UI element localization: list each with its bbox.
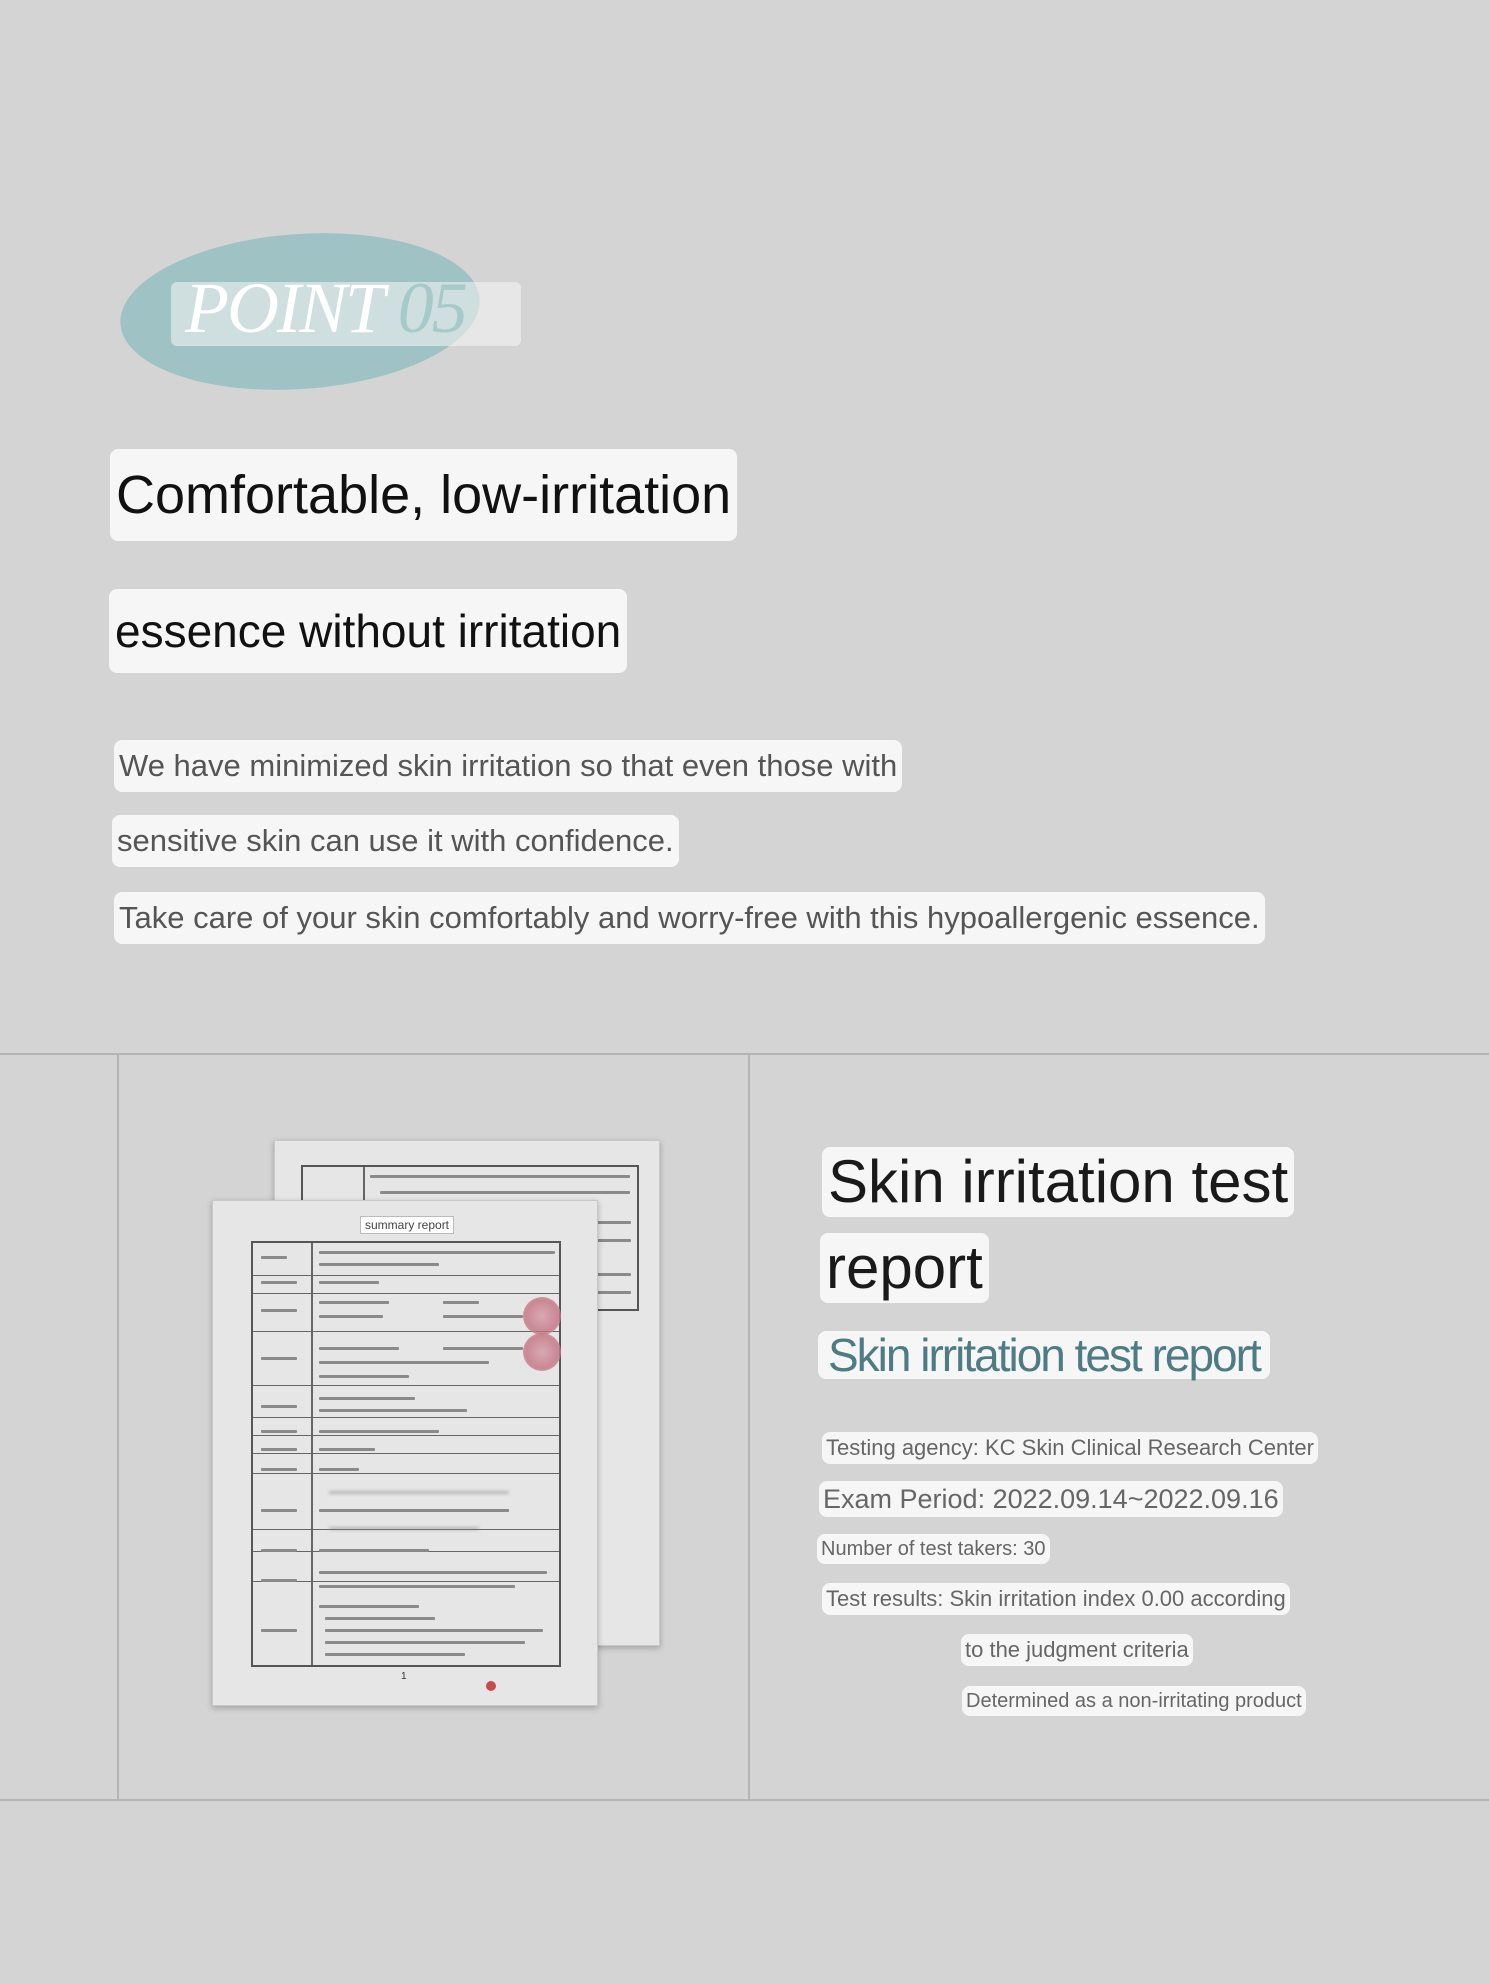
report-title-line-2: report xyxy=(820,1233,989,1303)
report-subtitle: Skin irritation test report xyxy=(818,1331,1270,1379)
official-seal-icon xyxy=(523,1297,561,1335)
description-line-1: We have minimized skin irritation so that even those with xyxy=(114,740,902,792)
research-center-logo xyxy=(486,1680,499,1691)
determination-result: Determined as a non-irritating product xyxy=(962,1686,1306,1716)
description-line-2: sensitive skin can use it with confidence. xyxy=(112,815,679,867)
testing-agency: Testing agency: KC Skin Clinical Research Center xyxy=(822,1432,1318,1464)
number-of-test-takers: Number of test takers: 30 xyxy=(817,1534,1050,1564)
test-results-line-2: to the judgment criteria xyxy=(961,1634,1193,1666)
description-line-3: Take care of your skin comfortably and worry-free with this hypoallergenic essence. xyxy=(114,892,1265,944)
exam-period: Exam Period: 2022.09.14~2022.09.16 xyxy=(819,1481,1283,1517)
section-top-divider xyxy=(0,1053,1489,1055)
section-bottom-divider xyxy=(0,1799,1489,1801)
headline-line-2: essence without irritation xyxy=(109,589,627,673)
document-page-number: 1 xyxy=(401,1671,407,1682)
left-column-divider xyxy=(117,1053,119,1800)
official-seal-icon xyxy=(523,1333,561,1371)
point-label xyxy=(185,268,466,348)
logo-mark-icon xyxy=(486,1681,496,1691)
report-document-front-page xyxy=(212,1200,598,1706)
test-results-line-1: Test results: Skin irritation index 0.00 according xyxy=(822,1583,1290,1615)
point-word: POINT xyxy=(185,268,382,348)
report-title-line-1: Skin irritation test xyxy=(822,1147,1294,1217)
point-number: 05 xyxy=(397,268,466,348)
center-column-divider xyxy=(748,1053,750,1800)
front-page-table xyxy=(251,1241,561,1667)
summary-report-label: summary report xyxy=(360,1216,454,1234)
headline-line-1: Comfortable, low-irritation xyxy=(110,449,737,541)
